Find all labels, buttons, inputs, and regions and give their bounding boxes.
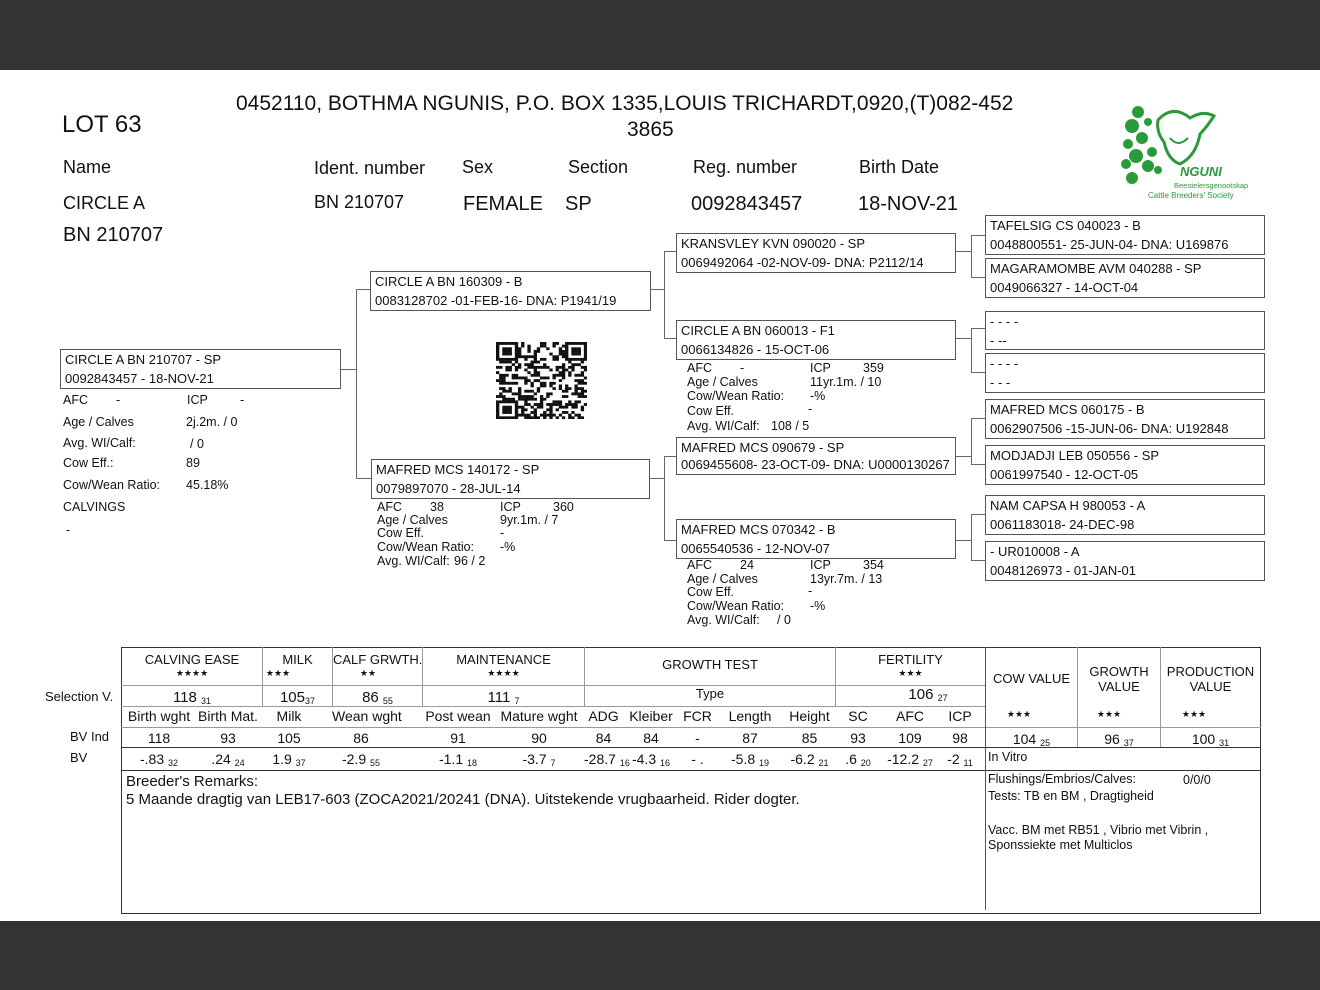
bv-ind-value: 98 xyxy=(952,730,968,746)
animal-name-ident: BN 210707 xyxy=(63,224,164,246)
bv-value xyxy=(679,751,716,768)
bv-value xyxy=(939,751,981,768)
sd-wi: 108 / 5 xyxy=(771,419,810,433)
bv-number: -12.2 xyxy=(887,751,919,767)
animal-name: CIRCLE A xyxy=(63,193,146,213)
sel-value: 86 xyxy=(362,689,379,706)
sd-cow-eff: - xyxy=(808,402,813,416)
bv-value xyxy=(195,751,261,768)
bv-accuracy: 7 xyxy=(550,758,556,768)
table-border xyxy=(121,770,1261,771)
dd-wi: / 0 xyxy=(777,613,791,627)
dam-dam-reg: 0065540536 - 12-NOV-07 xyxy=(681,541,830,556)
production-value-header: PRODUCTION xyxy=(1166,664,1255,679)
cow-value-bv xyxy=(986,731,1077,748)
trait-header: Height xyxy=(789,708,830,724)
bv-value xyxy=(262,751,316,768)
bv-ind-value: 86 xyxy=(353,730,369,746)
bv-ind-value: 85 xyxy=(801,730,818,746)
bv-value xyxy=(332,751,390,768)
sire-title: CIRCLE A BN 160309 - B xyxy=(375,274,523,289)
gen3-reg: 0061997540 - 12-OCT-05 xyxy=(990,467,1139,482)
dam-reg: 0079897070 - 28-JUL-14 xyxy=(376,481,521,496)
bv-rank: 25 xyxy=(1040,738,1051,748)
trait-header: Birth Mat. xyxy=(198,708,258,724)
dam-sire-reg: 0069455608- 23-OCT-09- DNA: U0000130267 xyxy=(681,457,950,472)
bv-ind-value: 93 xyxy=(850,730,866,746)
animal-icp: - xyxy=(240,393,245,407)
gen3-reg: 0048800551- 25-JUN-04- DNA: U169876 xyxy=(990,237,1229,252)
bv-accuracy: 32 xyxy=(168,758,179,768)
bv-value xyxy=(123,751,195,768)
connector xyxy=(971,418,972,464)
bv-accuracy: 21 xyxy=(818,758,829,768)
name-label: Name xyxy=(63,157,112,177)
trait-header: Kleiber xyxy=(629,708,673,724)
milk-header: MILK xyxy=(282,652,313,667)
bv-accuracy: 37 xyxy=(295,758,306,768)
gen3-box xyxy=(985,258,1265,298)
dam-dam-box xyxy=(676,519,956,559)
sd-cw-label: Cow/Wean Ratio: xyxy=(687,389,785,403)
connector xyxy=(971,372,985,373)
bv-accuracy: 24 xyxy=(234,758,245,768)
calving-stars: ★★★★ xyxy=(175,668,209,678)
dam-age: 9yr.1m. / 7 xyxy=(500,513,559,527)
section-label: Section xyxy=(568,157,629,177)
production-value-header: VALUE xyxy=(1189,679,1232,694)
bv-ind-value: 93 xyxy=(220,730,236,746)
animal-sex: FEMALE xyxy=(463,193,544,215)
tests-text: Tests: TB en BM , Dragtigheid xyxy=(988,789,1154,803)
fertility-header: FERTILITY xyxy=(878,652,943,667)
sire-sire-box xyxy=(676,233,956,273)
calf-growth-header: CALF GRWTH. xyxy=(333,652,423,667)
bv-label: BV xyxy=(70,750,88,765)
animal-age-label: Age / Calves xyxy=(63,415,134,429)
bv-ind-value: 105 xyxy=(277,730,301,746)
gen3-reg: 0048126973 - 01-JAN-01 xyxy=(990,563,1136,578)
animal-cw: 45.18% xyxy=(186,478,229,492)
dd-cow-eff: - xyxy=(808,584,813,598)
connector xyxy=(971,464,985,465)
bv-number: .24 xyxy=(211,751,231,767)
connector xyxy=(971,514,972,560)
connector xyxy=(650,289,664,290)
growth-test-header: GROWTH TEST xyxy=(662,657,758,672)
sd-wi-label: Avg. WI/Calf: xyxy=(687,419,760,433)
breeder-address-cont: 3865 xyxy=(627,118,674,141)
maint-stars: ★★★★ xyxy=(487,668,520,678)
animal-afc: - xyxy=(116,393,121,407)
selection-label: Selection V. xyxy=(45,689,114,704)
remarks-label: Breeder's Remarks: xyxy=(126,773,259,790)
animal-cow-eff: 89 xyxy=(186,456,200,470)
connector xyxy=(955,456,971,457)
gen3-reg: 0062907506 -15-JUN-06- DNA: U192848 xyxy=(990,421,1229,436)
trait-header: Wean wght xyxy=(332,708,402,724)
sel-fertility xyxy=(888,686,968,703)
bv-number: -6.2 xyxy=(790,751,815,767)
cow-stars: ★★★ xyxy=(1006,709,1032,719)
sel-milk xyxy=(263,689,332,706)
logo-sub1: Beestelersgenootskap xyxy=(1174,181,1249,190)
trait-header: Post wean xyxy=(425,708,491,724)
connector xyxy=(971,235,985,236)
flushings-label: Flushings/Embrios/Calves: xyxy=(988,772,1136,786)
bv-number: -3.7 xyxy=(522,751,547,767)
dd-wi-label: Avg. WI/Calf: xyxy=(687,613,760,627)
reg-label: Reg. number xyxy=(693,157,798,177)
connector xyxy=(648,478,664,479)
animal-wi-label: Avg. WI/Calf: xyxy=(63,436,136,450)
bv-value: 96 xyxy=(1104,731,1120,747)
sd-icp: 359 xyxy=(863,361,884,375)
bv-value xyxy=(716,751,784,768)
production-value-bv xyxy=(1161,731,1260,748)
table-grid xyxy=(985,647,986,910)
bv-value: 100 xyxy=(1191,731,1216,747)
sel-rank: 55 xyxy=(382,696,393,706)
gen3-box xyxy=(985,353,1265,393)
bv-number: -5.8 xyxy=(730,751,756,767)
bv-value xyxy=(623,751,679,768)
dd-cw: -% xyxy=(810,599,826,613)
gen3-title: - - - - xyxy=(990,356,1019,371)
bv-number: -4.3 xyxy=(631,751,657,767)
dd-afc-label: AFC xyxy=(687,558,712,572)
bv-value xyxy=(784,751,835,768)
bv-rank: 31 xyxy=(1219,738,1230,748)
sd-age: 11yr.1m. / 10 xyxy=(810,375,882,389)
dam-dam-title: MAFRED MCS 070342 - B xyxy=(681,522,836,537)
table-border xyxy=(121,647,1261,648)
in-vitro-label: In Vitro xyxy=(988,750,1028,764)
bv-value xyxy=(835,751,881,768)
ident-label: Ident. number xyxy=(314,158,426,178)
gen3-box xyxy=(985,541,1265,581)
connector xyxy=(971,328,972,372)
sel-value: 105 xyxy=(279,689,305,706)
bv-ind-value: 109 xyxy=(898,730,922,746)
bv-ind-value: 91 xyxy=(450,730,466,746)
dam-cw-label: Cow/Wean Ratio: xyxy=(377,540,475,554)
animal-section: SP xyxy=(565,193,592,215)
sire-sire-title: KRANSVLEY KVN 090020 - SP xyxy=(681,236,866,251)
growth-value-header: GROWTH xyxy=(1089,664,1149,679)
gen3-title: TAFELSIG CS 040023 - B xyxy=(990,218,1141,233)
flushings-value: 0/0/0 xyxy=(1183,773,1211,787)
trait-header: ADG xyxy=(588,708,619,724)
table-grid xyxy=(121,706,986,707)
sel-rank: 7 xyxy=(514,696,520,706)
sex-label: Sex xyxy=(462,157,494,177)
animal-pedigree-box xyxy=(60,349,341,389)
connector xyxy=(664,251,665,338)
trait-header: AFC xyxy=(896,708,924,724)
prod-stars: ★★★ xyxy=(1181,709,1207,719)
gen3-reg: 0061183018- 24-DEC-98 xyxy=(990,517,1135,532)
qr-code xyxy=(496,342,587,419)
bv-rank: 37 xyxy=(1123,738,1134,748)
animal-afc-label: AFC xyxy=(63,393,88,407)
vaccinations-text: Sponssiekte met Multiclos xyxy=(988,838,1133,852)
animal-cow-eff-label: Cow Eff.: xyxy=(63,456,114,470)
gen3-reg: - - - xyxy=(990,375,1011,390)
table-border xyxy=(1260,647,1261,914)
qr-code-icon xyxy=(496,342,587,419)
connector xyxy=(664,456,665,540)
trait-header: FCR xyxy=(683,708,712,724)
dd-cow-eff-label: Cow Eff. xyxy=(687,585,735,599)
table-grid xyxy=(121,727,1261,728)
trait-header: Milk xyxy=(276,708,302,724)
table-border xyxy=(121,647,122,914)
dam-cow-eff: - xyxy=(500,526,505,540)
fert-stars: ★★★ xyxy=(898,668,923,678)
maintenance-header: MAINTENANCE xyxy=(456,652,551,667)
bv-value xyxy=(584,751,630,768)
dam-cow-eff-label: Cow Eff. xyxy=(377,526,425,540)
bv-ind-value: 90 xyxy=(531,730,547,746)
sel-calf xyxy=(333,689,422,706)
trait-header: Mature wght xyxy=(500,708,578,724)
bv-accuracy: 55 xyxy=(370,758,381,768)
bv-ind-value: 87 xyxy=(742,730,758,746)
sel-rank: 37 xyxy=(305,696,316,706)
connector xyxy=(971,235,972,277)
cow-value-header: COW VALUE xyxy=(992,671,1071,686)
sd-afc-label: AFC xyxy=(687,361,712,375)
sd-cow-eff-label: Cow Eff. xyxy=(687,404,735,418)
bv-number: -2 xyxy=(947,751,960,767)
bv-accuracy: 19 xyxy=(759,758,770,768)
bv-value xyxy=(494,751,584,768)
dd-age-label: Age / Calves xyxy=(687,572,758,586)
sd-cw: -% xyxy=(810,389,826,403)
bv-number: -.83 xyxy=(139,751,165,767)
dam-afc: 38 xyxy=(430,500,444,514)
gen3-box xyxy=(985,445,1265,485)
bv-ind-value: 84 xyxy=(643,730,659,746)
animal-box-title: CIRCLE A BN 210707 - SP xyxy=(65,352,222,367)
dam-sire-title: MAFRED MCS 090679 - SP xyxy=(681,440,845,455)
sire-dam-reg: 0066134826 - 15-OCT-06 xyxy=(681,342,830,357)
sel-rank: 27 xyxy=(937,693,948,703)
sel-value: 118 xyxy=(172,689,197,706)
dam-wi-label: Avg. WI/Calf: xyxy=(377,554,450,568)
gen3-title: MAFRED MCS 060175 - B xyxy=(990,402,1145,417)
gen3-box xyxy=(985,399,1265,439)
nguni-logo xyxy=(1118,98,1249,204)
sire-sire-reg: 0069492064 -02-NOV-09- DNA: P2112/14 xyxy=(681,255,924,270)
bv-value xyxy=(422,751,494,768)
animal-cw-label: Cow/Wean Ratio: xyxy=(63,478,161,492)
animal-wi: / 0 xyxy=(190,437,204,451)
sel-value: 111 xyxy=(487,689,511,706)
gen3-title: - - - - xyxy=(990,314,1019,329)
gen3-title: MAGARAMOMBE AVM 040288 - SP xyxy=(990,261,1202,276)
logo-sub2: Cattle Breeders' Society xyxy=(1148,191,1234,200)
sel-value: 106 xyxy=(908,686,934,703)
calf-stars: ★★ xyxy=(359,668,377,678)
animal-icp-label: ICP xyxy=(187,393,208,407)
animal-age: 2j.2m. / 0 xyxy=(186,415,238,429)
birth-label: Birth Date xyxy=(859,157,940,177)
connector xyxy=(971,328,985,329)
connector xyxy=(955,540,971,541)
growth-value-bv xyxy=(1078,731,1160,748)
connector xyxy=(955,251,971,252)
trait-header: SC xyxy=(848,708,868,724)
dam-box xyxy=(371,459,650,499)
dd-afc: 24 xyxy=(740,558,754,572)
dd-cw-label: Cow/Wean Ratio: xyxy=(687,599,785,613)
growth-stars: ★★★ xyxy=(1096,709,1122,719)
gen3-box xyxy=(985,495,1265,535)
gen3-reg: 0049066327 - 14-OCT-04 xyxy=(990,280,1139,295)
dam-afc-label: AFC xyxy=(377,500,402,514)
gen3-box xyxy=(985,215,1265,255)
calving-ease-header: CALVING EASE xyxy=(144,652,240,667)
animal-ident: BN 210707 xyxy=(314,192,405,212)
sel-calving xyxy=(122,689,262,706)
bv-number: - . xyxy=(691,751,704,767)
gen3-box xyxy=(985,311,1265,350)
bv-ind-label: BV Ind xyxy=(70,729,110,744)
gen3-title: MODJADJI LEB 050556 - SP xyxy=(990,448,1160,463)
calvings-value: - xyxy=(66,523,71,537)
bottom-band xyxy=(0,921,1320,990)
bv-ind-value: - xyxy=(695,730,700,746)
gen3-title: - UR010008 - A xyxy=(990,544,1080,559)
breeder-address: 0452110, BOTHMA NGUNIS, P.O. BOX 1335,LOUIS TRICHARDT,0920,(T)082-452 xyxy=(236,92,1014,115)
bv-accuracy: 16 xyxy=(660,758,671,768)
bv-number: -1.1 xyxy=(438,751,464,767)
remarks-text: 5 Maande dragtig van LEB17-603 (ZOCA2021/20241 (DNA). Uitstekende vrugbaarheid. Rider dogter. xyxy=(126,791,800,808)
type-header: Type xyxy=(695,686,725,701)
bv-number: 1.9 xyxy=(272,751,292,767)
bv-accuracy: 20 xyxy=(860,758,871,768)
bv-value xyxy=(881,751,939,768)
connector xyxy=(340,369,356,370)
gen3-title: NAM CAPSA H 980053 - A xyxy=(990,498,1146,513)
animal-box-reg: 0092843457 - 18-NOV-21 xyxy=(65,371,214,386)
bv-accuracy: 11 xyxy=(963,758,973,768)
table-border xyxy=(121,913,1261,914)
dam-title: MAFRED MCS 140172 - SP xyxy=(376,462,540,477)
connector xyxy=(955,338,971,339)
bv-number: .6 xyxy=(845,751,857,767)
vaccinations-text: Vacc. BM met RB51 , Vibrio met Vibrin , xyxy=(988,823,1209,837)
dam-icp-label: ICP xyxy=(500,500,521,514)
sd-icp-label: ICP xyxy=(810,361,831,375)
bv-accuracy: 16 xyxy=(619,758,630,768)
logo-text: NGUNI xyxy=(1180,164,1222,179)
sire-dam-box xyxy=(676,320,956,360)
sel-rank: 31 xyxy=(201,696,212,706)
bv-accuracy: 18 xyxy=(467,758,478,768)
sire-reg: 0083128702 -01-FEB-16- DNA: P1941/19 xyxy=(375,293,617,308)
sire-box xyxy=(370,271,651,311)
growth-value-header: VALUE xyxy=(1098,679,1140,694)
connector xyxy=(971,560,985,561)
sd-age-label: Age / Calves xyxy=(687,375,758,389)
connector xyxy=(356,478,372,479)
animal-reg: 0092843457 xyxy=(691,193,803,215)
connector xyxy=(971,277,985,278)
trait-header: Birth wght xyxy=(127,708,191,724)
dam-icp: 360 xyxy=(553,500,574,514)
connector xyxy=(971,418,985,419)
bv-number: -2.9 xyxy=(341,751,367,767)
connector xyxy=(971,514,985,515)
calvings-label: CALVINGS xyxy=(63,500,126,514)
dam-cw: -% xyxy=(500,540,516,554)
bv-ind-value: 84 xyxy=(595,730,612,746)
dam-wi: 96 / 2 xyxy=(454,554,486,568)
bv-value: 104 xyxy=(1012,731,1037,747)
bv-number: -28.7 xyxy=(584,751,616,767)
connector xyxy=(356,289,357,479)
trait-header: ICP xyxy=(948,708,972,724)
dam-sire-box xyxy=(676,437,956,475)
dd-icp-label: ICP xyxy=(810,558,831,572)
milk-stars: ★★★ xyxy=(265,668,291,678)
top-band xyxy=(0,0,1320,70)
bv-ind-value: 118 xyxy=(147,730,171,746)
dd-icp: 354 xyxy=(863,558,884,572)
bv-accuracy: 27 xyxy=(922,758,933,768)
sd-afc: - xyxy=(740,361,745,375)
sire-dam-title: CIRCLE A BN 060013 - F1 xyxy=(681,323,835,338)
sel-maint xyxy=(423,689,584,706)
trait-header: Length xyxy=(728,708,772,724)
table-grid xyxy=(121,685,986,686)
dam-age-label: Age / Calves xyxy=(377,513,448,527)
dd-age: 13yr.7m. / 13 xyxy=(810,572,883,586)
animal-birth: 18-NOV-21 xyxy=(858,193,959,215)
lot-number: LOT 63 xyxy=(62,111,142,138)
gen3-reg: - -- xyxy=(990,333,1007,348)
connector xyxy=(356,289,370,290)
